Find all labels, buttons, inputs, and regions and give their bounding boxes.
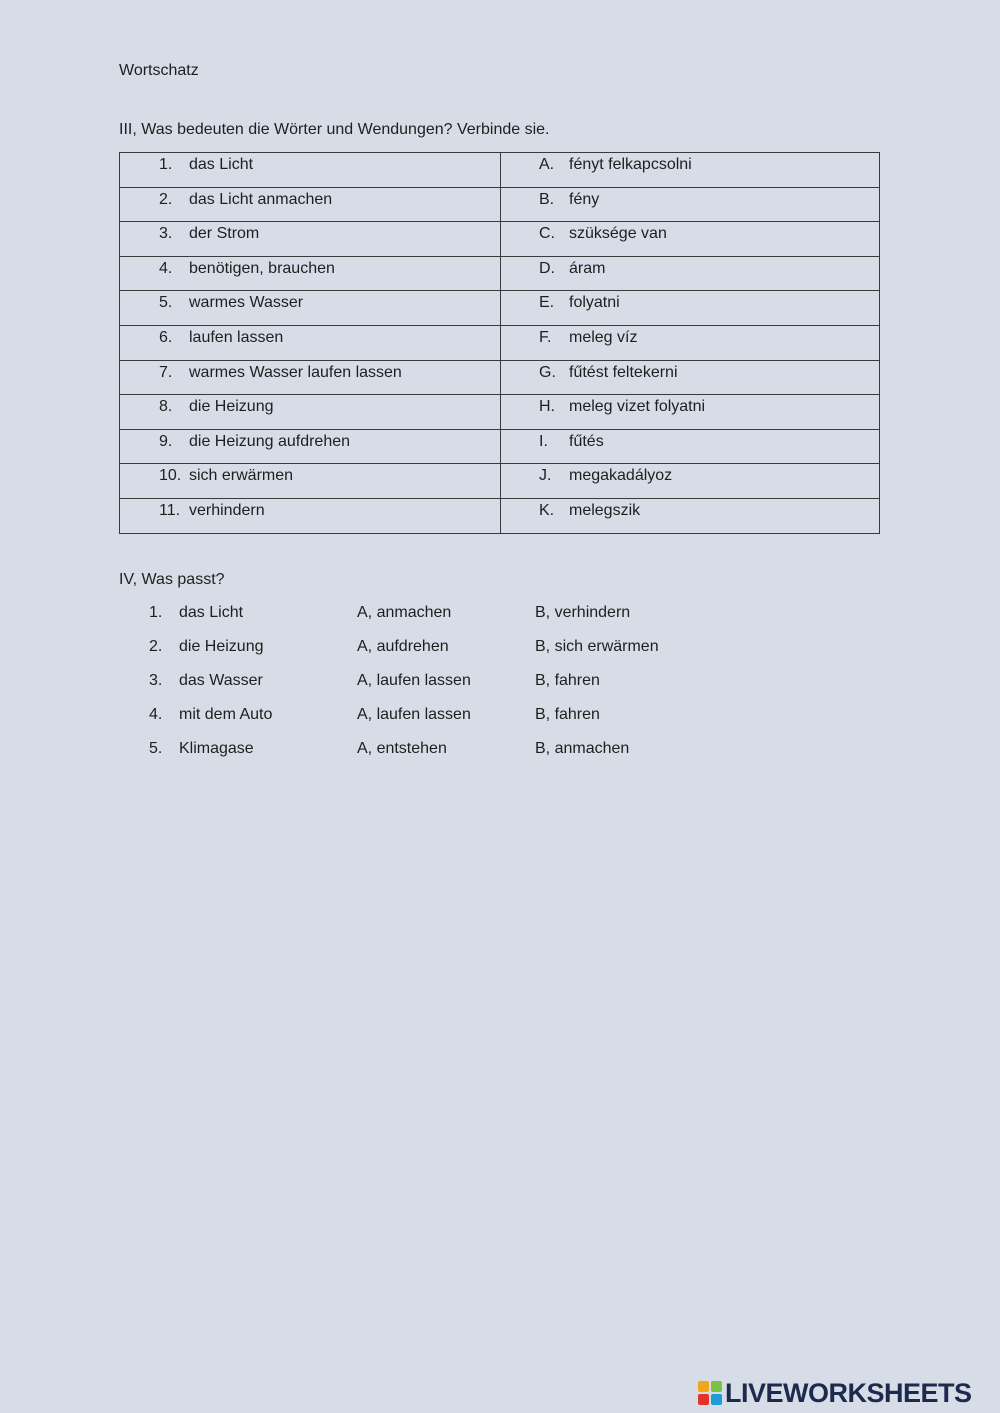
- item-number: 3.: [149, 672, 163, 689]
- table-cell-left[interactable]: [120, 256, 501, 291]
- list-item: [0, 739, 1000, 773]
- table-row: [120, 291, 880, 326]
- item-letter: F.: [539, 328, 552, 346]
- list-item: [0, 671, 1000, 705]
- hungarian-term: fény: [569, 190, 600, 208]
- liveworksheets-logo-icon: [698, 1381, 722, 1405]
- option-b[interactable]: B, fahren: [535, 672, 600, 689]
- german-term: benötigen, brauchen: [189, 259, 335, 277]
- item-number: 10.: [159, 467, 182, 485]
- table-cell-left[interactable]: [120, 429, 501, 464]
- table-cell-left[interactable]: [120, 360, 501, 395]
- table-cell-left[interactable]: [120, 498, 501, 533]
- option-b[interactable]: B, sich erwärmen: [535, 638, 659, 655]
- item-word: mit dem Auto: [179, 706, 273, 723]
- table-cell-left[interactable]: [120, 325, 501, 360]
- item-number: 5.: [159, 294, 173, 312]
- table-cell-right[interactable]: [501, 429, 880, 464]
- german-term: sich erwärmen: [189, 467, 294, 485]
- table-cell-right[interactable]: [501, 291, 880, 326]
- item-number: 2.: [149, 638, 163, 655]
- hungarian-term: fényt felkapcsolni: [569, 156, 692, 173]
- option-b[interactable]: B, anmachen: [535, 740, 630, 757]
- logo-tile: [711, 1394, 722, 1405]
- german-term: warmes Wasser laufen lassen: [189, 363, 402, 381]
- matching-table: [119, 152, 880, 534]
- table-row: [120, 256, 880, 291]
- hungarian-term: melegszik: [569, 501, 641, 519]
- table-cell-right[interactable]: [501, 498, 880, 533]
- item-letter: D.: [539, 259, 555, 277]
- table-cell-left[interactable]: [120, 395, 501, 430]
- list-item: [0, 637, 1000, 671]
- table-row: [120, 187, 880, 222]
- brand-name: LIVEWORKSHEETS: [725, 1378, 972, 1408]
- hungarian-term: folyatni: [569, 294, 620, 312]
- option-a[interactable]: A, entstehen: [357, 740, 447, 757]
- choice-list: [0, 603, 1000, 773]
- table-row: [120, 153, 880, 188]
- table-row: [120, 464, 880, 499]
- table-cell-left[interactable]: [120, 222, 501, 257]
- logo-tile: [698, 1381, 709, 1392]
- item-letter: H.: [539, 398, 555, 416]
- logo-tile: [711, 1381, 722, 1392]
- list-item: [0, 705, 1000, 739]
- table-row: [120, 325, 880, 360]
- item-word: die Heizung: [179, 638, 264, 655]
- list-item: [0, 603, 1000, 637]
- liveworksheets-logo: [698, 1380, 972, 1406]
- german-term: die Heizung: [189, 398, 274, 416]
- hungarian-term: szüksége van: [569, 225, 667, 243]
- option-a[interactable]: A, aufdrehen: [357, 638, 449, 655]
- item-number: 1.: [149, 604, 163, 621]
- table-cell-right[interactable]: [501, 222, 880, 257]
- item-letter: E.: [539, 294, 555, 312]
- table-cell-right[interactable]: [501, 360, 880, 395]
- table-cell-right[interactable]: [501, 256, 880, 291]
- item-letter: C.: [539, 225, 555, 243]
- option-a[interactable]: A, anmachen: [357, 604, 452, 621]
- item-letter: K.: [539, 501, 555, 519]
- option-a[interactable]: A, laufen lassen: [357, 672, 471, 689]
- hungarian-term: megakadályoz: [569, 467, 673, 485]
- item-number: 8.: [159, 398, 173, 416]
- german-term: das Licht: [189, 156, 254, 173]
- german-term: das Licht anmachen: [189, 190, 333, 208]
- item-number: 4.: [149, 706, 163, 723]
- table-row: [120, 395, 880, 430]
- table-cell-right[interactable]: [501, 187, 880, 222]
- table-cell-left[interactable]: [120, 153, 501, 188]
- option-b[interactable]: B, fahren: [535, 706, 600, 723]
- item-letter: I.: [539, 432, 548, 450]
- hungarian-term: fűtést feltekerni: [569, 363, 678, 381]
- table-cell-right[interactable]: [501, 325, 880, 360]
- item-number: 7.: [159, 363, 173, 381]
- table-row: [120, 498, 880, 533]
- item-number: 1.: [159, 156, 173, 173]
- logo-tile: [698, 1394, 709, 1405]
- table-cell-left[interactable]: [120, 464, 501, 499]
- table-row: [120, 222, 880, 257]
- page-title: Wortschatz: [119, 62, 199, 79]
- item-number: 2.: [159, 190, 173, 208]
- table-row: [120, 360, 880, 395]
- german-term: der Strom: [189, 225, 260, 243]
- item-letter: B.: [539, 190, 555, 208]
- hungarian-term: fűtés: [569, 432, 604, 450]
- german-term: warmes Wasser: [189, 294, 304, 312]
- table-cell-right[interactable]: [501, 464, 880, 499]
- item-number: 9.: [159, 432, 173, 450]
- item-number: 4.: [159, 259, 173, 277]
- table-cell-left[interactable]: [120, 187, 501, 222]
- item-number: 11.: [159, 501, 181, 519]
- hungarian-term: áram: [569, 259, 606, 277]
- german-term: die Heizung aufdrehen: [189, 432, 351, 450]
- item-number: 6.: [159, 328, 173, 346]
- item-word: das Licht: [179, 604, 244, 621]
- item-letter: J.: [539, 467, 552, 485]
- item-word: Klimagase: [179, 740, 254, 757]
- hungarian-term: meleg vizet folyatni: [569, 398, 706, 416]
- option-a[interactable]: A, laufen lassen: [357, 706, 471, 723]
- german-term: verhindern: [189, 501, 265, 519]
- item-letter: G.: [539, 363, 556, 381]
- item-letter: A.: [539, 156, 555, 173]
- table-cell-right[interactable]: [501, 153, 880, 188]
- item-number: 3.: [159, 225, 173, 243]
- item-number: 5.: [149, 740, 163, 757]
- german-term: laufen lassen: [189, 328, 284, 346]
- item-word: das Wasser: [179, 672, 263, 689]
- table-cell-left[interactable]: [120, 291, 501, 326]
- task4-heading: IV, Was passt?: [119, 571, 225, 588]
- table-cell-right[interactable]: [501, 395, 880, 430]
- table-row: [120, 429, 880, 464]
- task3-heading: III, Was bedeuten die Wörter und Wendungen? Verbinde sie.: [119, 121, 550, 138]
- hungarian-term: meleg víz: [569, 328, 638, 346]
- option-b[interactable]: B, verhindern: [535, 604, 631, 621]
